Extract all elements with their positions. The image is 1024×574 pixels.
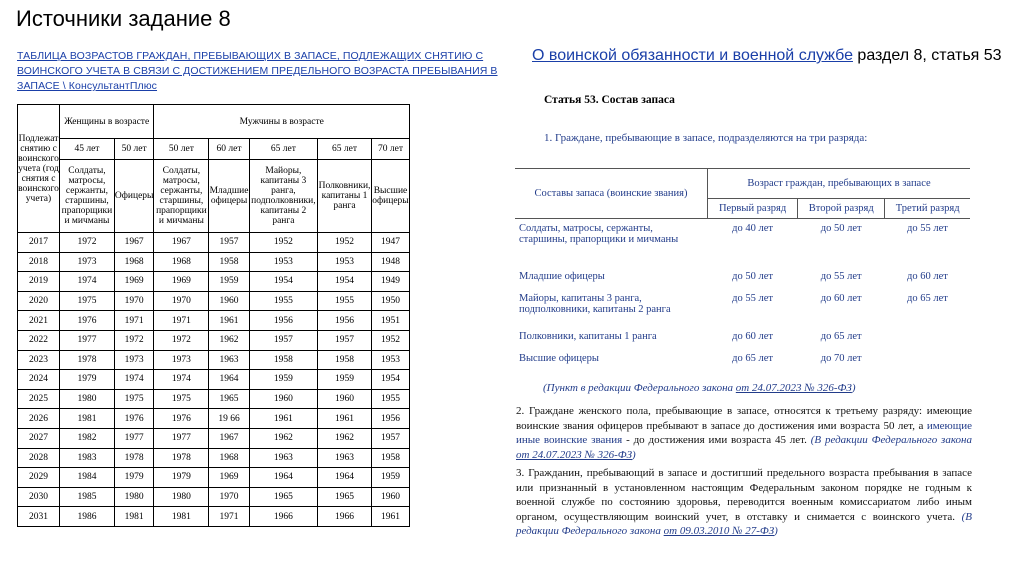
table-cell: 1959 [209,272,249,292]
table-cell: 2019 [18,272,60,292]
table-cell: 1960 [318,389,372,409]
rank-age: до 65 лет [732,352,773,364]
article-paragraph-3: 3. Гражданин, пребывающий в запасе и достигший предельного возраста пребывания в запасе или признанный в установленном настоящим Федеральным законом порядке не годным к военной службе по состоянию здоровья, переводится военным комиссариатом либо иным органом, осуществляющим воинский учет, в отставку и снимается с воинского учета. (В редакции Федерального закона от 09.03.2010 № 27-ФЗ) [516,467,972,537]
table-cell: 1962 [249,428,317,448]
rank-header: Полковники, капитаны 1 ранга [318,160,372,233]
ranks-col-header: Второй разряд [798,199,885,219]
rank-name: Полковники, капитаны 1 ранга [519,330,657,342]
table-cell: 1966 [318,507,372,527]
table-cell: 1951 [371,311,409,331]
rank-age: до 55 лет [820,270,862,282]
table-cell: 1983 [60,448,115,468]
table-cell: 1975 [154,389,209,409]
table-row [18,507,410,527]
table-cell: 1956 [371,409,409,429]
table-cell: 1970 [209,487,249,507]
table-cell: 1964 [209,370,249,390]
table-cell: 1980 [114,487,154,507]
table-cell: 19 66 [209,409,249,429]
table-row [18,409,410,429]
rank-age: до 60 лет [820,292,862,304]
table-cell: 1964 [249,468,317,488]
table-cell: 1975 [60,291,115,311]
table-cell: 1958 [371,448,409,468]
table-cell: 1969 [154,272,209,292]
table-cell: 1955 [249,291,317,311]
table-cell: 1976 [114,409,154,429]
table-cell: 2020 [18,291,60,311]
table-cell: 2029 [18,468,60,488]
table-row [515,267,970,289]
table-cell: 1966 [249,507,317,527]
table-cell: 1970 [114,291,154,311]
table-row [18,311,410,331]
table-cell: 1975 [114,389,154,409]
table-cell: 1981 [60,409,115,429]
table-cell: 2023 [18,350,60,370]
table-cell: 1972 [60,233,115,253]
table-cell: 1973 [114,350,154,370]
table-cell: 1984 [60,468,115,488]
table-cell: 1955 [318,291,372,311]
rank-header: Младшие офицеры [209,160,249,233]
table-cell: 2027 [18,428,60,448]
table-row [515,219,970,267]
table-row [515,327,970,349]
table-cell: 2022 [18,330,60,350]
table-cell: 1977 [154,428,209,448]
table-cell: 1959 [371,468,409,488]
table-cell: 1963 [249,448,317,468]
table-cell: 1953 [249,252,317,272]
table-cell: 1981 [114,507,154,527]
rank-name: Солдаты, матросы, сержанты, старшины, прапорщики и мичманы [519,223,679,245]
table-cell: 1971 [209,507,249,527]
table-cell: 1979 [114,468,154,488]
ranks-col-header: Третий разряд [885,199,970,219]
table-cell: 1960 [249,389,317,409]
rank-age: до 70 лет [820,352,862,364]
table-row [18,291,410,311]
table-cell: 1976 [154,409,209,429]
table-cell: 1964 [318,468,372,488]
rank-age: до 50 лет [732,270,773,282]
table-cell: 1961 [371,507,409,527]
ranks-col-header: Первый разряд [708,199,798,219]
table-cell: 1973 [154,350,209,370]
table-cell: 1953 [318,252,372,272]
table-cell: 1967 [154,233,209,253]
table-cell: 2021 [18,311,60,331]
table-cell: 1947 [371,233,409,253]
law-heading [532,44,1002,67]
table-cell: 1971 [154,311,209,331]
rank-age: до 65 лет [906,292,948,304]
table-cell: 1979 [60,370,115,390]
table-row [18,350,410,370]
table-row [18,272,410,292]
table-cell: 1974 [114,370,154,390]
reserve-ranks-table [515,168,970,371]
table-row [515,349,970,371]
p2-law-link[interactable]: от 24.07.2023 № 326-ФЗ [516,448,633,461]
table-cell: 1960 [371,487,409,507]
table-cell: 1969 [114,272,154,292]
ranks-head-left: Составы запаса (воинские звания) [515,169,708,219]
men-header: Мужчины в возрасте [154,105,410,139]
age-header: 45 лет [60,139,115,160]
table-cell: 1967 [114,233,154,253]
women-header: Женщины в возрасте [60,105,154,139]
table-cell: 1949 [371,272,409,292]
table-cell: 1962 [318,428,372,448]
table-row [18,252,410,272]
table-cell: 2017 [18,233,60,253]
table-cell: 1980 [154,487,209,507]
ranks-head-group: Возраст граждан, пребывающих в запасе [708,169,971,199]
table-cell: 1952 [318,233,372,253]
rank-name: Высшие офицеры [519,352,599,364]
table-cell: 1978 [114,448,154,468]
table-cell: 1974 [60,272,115,292]
age-header: 65 лет [249,139,317,160]
table-cell: 1977 [114,428,154,448]
table-cell: 1965 [249,487,317,507]
table-cell: 1953 [371,350,409,370]
table-cell: 2018 [18,252,60,272]
rank-name: Майоры, капитаны 3 ранга, подполковники, капитаны 2 ранга [519,292,671,315]
table-row [18,428,410,448]
table-cell: 1960 [209,291,249,311]
rank-age: до 60 лет [732,330,773,342]
age-header: 50 лет [154,139,209,160]
table-cell: 1977 [60,330,115,350]
table-row [18,233,410,253]
table-cell: 1962 [209,330,249,350]
law-link[interactable]: О воинской обязанности и военной службе [532,47,853,64]
rank-age: до 40 лет [732,223,773,234]
table-cell: 1957 [318,330,372,350]
table-row [18,487,410,507]
article-note-1: (Пункт в редакции Федерального закона от 24.07.2023 № 326-ФЗ) [543,382,856,394]
table-cell: 1955 [371,389,409,409]
table-cell: 1956 [249,311,317,331]
slide-title: Источники задание 8 [16,6,231,31]
table-cell: 1958 [209,252,249,272]
table-cell: 1956 [318,311,372,331]
table-cell: 1979 [154,468,209,488]
table-cell: 1961 [249,409,317,429]
table-cell: 1961 [209,311,249,331]
law-heading-rest: раздел 8, статья 53 [852,47,1002,64]
table-row [515,289,970,327]
table-cell: 1972 [114,330,154,350]
table-cell: 1976 [60,311,115,331]
article-paragraph-1: 1. Граждане, пребывающие в запасе, подразделяются на три разряда: [544,132,868,144]
table-cell: 1957 [209,233,249,253]
table-cell: 1957 [371,428,409,448]
table-cell: 1970 [154,291,209,311]
table-cell: 1952 [249,233,317,253]
table-cell: 1982 [60,428,115,448]
rank-age: до 60 лет [906,270,948,282]
article-title: Статья 53. Состав запаса [544,94,675,106]
rank-age: до 50 лет [820,223,862,234]
table-row [18,330,410,350]
table-cell: 1985 [60,487,115,507]
table-cell: 1957 [249,330,317,350]
table-cell: 1978 [154,448,209,468]
table-cell: 1959 [318,370,372,390]
table-cell: 1958 [318,350,372,370]
table-cell: 1972 [154,330,209,350]
year-column-header: Подлежат снятию с воинского учета (год снятия с воинского учета) [18,105,60,233]
table-cell: 1981 [154,507,209,527]
table-cell: 1954 [318,272,372,292]
table-row [18,448,410,468]
age-header: 70 лет [371,139,409,160]
rank-age [885,349,970,371]
age-header: 65 лет [318,139,372,160]
table-cell: 1954 [371,370,409,390]
table-cell: 1973 [60,252,115,272]
table-cell: 1969 [209,468,249,488]
table-cell: 1968 [154,252,209,272]
table-cell: 2028 [18,448,60,468]
table-cell: 1963 [209,350,249,370]
table-cell: 1961 [318,409,372,429]
table-cell: 2031 [18,507,60,527]
table-cell: 2025 [18,389,60,409]
table-cell: 1965 [318,487,372,507]
rank-age: до 55 лет [906,223,948,234]
rank-header: Высшие офицеры [371,160,409,233]
table-cell: 2024 [18,370,60,390]
table-cell: 2030 [18,487,60,507]
table-cell: 1959 [249,370,317,390]
table-cell: 1965 [209,389,249,409]
table-cell: 1952 [371,330,409,350]
table-cell: 1958 [249,350,317,370]
table-cell: 1948 [371,252,409,272]
ages-table [17,104,410,527]
table-row [18,468,410,488]
age-header: 60 лет [209,139,249,160]
table-cell: 1968 [209,448,249,468]
rank-header: Майоры, капитаны 3 ранга, подполковники, капитаны 2 ранга [249,160,317,233]
table-cell: 1954 [249,272,317,292]
note1-law-link[interactable]: от 24.07.2023 № 326-ФЗ [735,382,852,394]
age-header: 50 лет [114,139,154,160]
table-cell: 1963 [318,448,372,468]
table-row [18,370,410,390]
table-row [18,389,410,409]
table-cell: 1978 [60,350,115,370]
rank-name: Младшие офицеры [519,270,605,282]
rank-age: до 55 лет [732,292,773,304]
rank-header: Солдаты, матросы, сержанты, старшины, прапорщики и мичманы [60,160,115,233]
table-cell: 1968 [114,252,154,272]
table-cell: 1986 [60,507,115,527]
table-cell: 1980 [60,389,115,409]
rank-header: Офицеры [114,160,154,233]
table-cell: 1967 [209,428,249,448]
p3-law-link[interactable]: от 09.03.2010 № 27-ФЗ [663,525,775,537]
table-cell: 2026 [18,409,60,429]
table-cell: 1971 [114,311,154,331]
article-paragraph-2: 2. Граждане женского пола, пребывающие в запасе, относятся к третьему разряду: имеющие воинские звания офицеров пребывают в запасе до достижения ими возраста 50 лет, а имеющие иные воинские звания - до достижения ими возраста 45 лет. (В редакции Федерального закона от 24.07.2023 № 326-ФЗ) [516,405,973,461]
table-cell: 1974 [154,370,209,390]
consultant-table-link[interactable]: ТАБЛИЦА ВОЗРАСТОВ ГРАЖДАН, ПРЕБЫВАЮЩИХ В ЗАПАСЕ, ПОДЛЕЖАЩИХ СНЯТИЮ С ВОИНСКОГО УЧЕТА В СВЯЗИ С ДОСТИЖЕНИЕМ ПРЕДЕЛЬНОГО ВОЗРАСТА ПРЕБЫВАНИЯ В ЗАПАСЕ \ КонсультантПлюс [17,50,498,92]
rank-age [885,327,970,349]
rank-age: до 65 лет [820,330,862,342]
table-cell: 1950 [371,291,409,311]
rank-header: Солдаты, матросы, сержанты, старшины, прапорщики и мичманы [154,160,209,233]
